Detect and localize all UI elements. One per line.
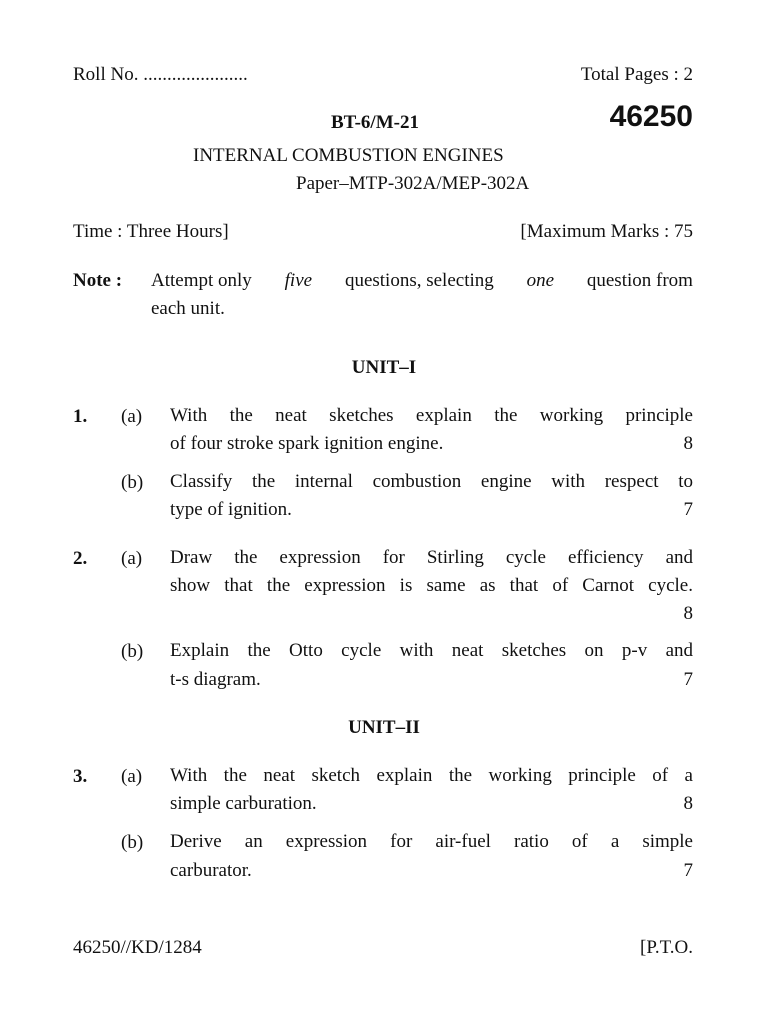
question-1-number: 1. (73, 406, 88, 427)
total-pages: Total Pages : 2 (580, 64, 693, 85)
question-3b-label: (b) (121, 832, 144, 853)
roll-no: Roll No. ...................... (73, 64, 248, 85)
unit-2-title: UNIT–II (348, 717, 420, 738)
footer-pto: [P.T.O. (640, 937, 693, 958)
question-3b-marks: 7 (683, 860, 693, 881)
question-1b-marks: 7 (683, 499, 693, 520)
note-five: five (284, 270, 313, 291)
question-2-number: 2. (73, 548, 88, 569)
question-2b-marks: 7 (683, 669, 693, 690)
maximum-marks: [Maximum Marks : 75 (520, 221, 693, 242)
question-1b-label: (b) (121, 472, 144, 493)
subject-title: INTERNAL COMBUSTION ENGINES (193, 145, 504, 166)
question-3b-line-2: carburator. (170, 860, 252, 881)
question-1b-line-1: Classify the internal combustion engine with respect to (170, 471, 693, 492)
question-3a-marks: 8 (683, 793, 693, 814)
question-3-number: 3. (73, 766, 88, 787)
question-1a-marks: 8 (683, 433, 693, 454)
time-allowed: Time : Three Hours] (73, 221, 229, 242)
paper-number: 46250 (609, 100, 693, 133)
question-2a-line-2: show that the expression is same as that of Carnot cycle. (170, 575, 693, 596)
exam-code: BT-6/M-21 (331, 112, 419, 133)
question-2b-line-2: t-s diagram. (170, 669, 261, 690)
question-1a-label: (a) (121, 406, 143, 427)
unit-1-title: UNIT–I (351, 357, 417, 378)
question-2a-label: (a) (121, 548, 143, 569)
question-1b-line-2: type of ignition. (170, 499, 292, 520)
note-line-2: each unit. (151, 298, 225, 319)
note-one: one (526, 270, 555, 291)
note-line-1 (151, 270, 693, 292)
question-2b-label: (b) (121, 641, 144, 662)
note-text-b: questions, selecting (344, 270, 494, 291)
question-1a-line-2: of four stroke spark ignition engine. (170, 433, 444, 454)
question-2a-marks: 8 (683, 603, 693, 624)
note-text-a: Attempt only (151, 270, 252, 291)
question-3a-line-1: With the neat sketch explain the working principle of a (170, 765, 693, 786)
note-label: Note : (73, 270, 123, 291)
question-3a-line-2: simple carburation. (170, 793, 317, 814)
footer-code: 46250//KD/1284 (73, 937, 202, 958)
paper-code: Paper–MTP-302A/MEP-302A (296, 173, 530, 194)
question-3b-line-1: Derive an expression for air-fuel ratio of a simple (170, 831, 693, 852)
question-2a-line-1: Draw the expression for Stirling cycle efficiency and (170, 547, 693, 568)
question-2b-line-1: Explain the Otto cycle with neat sketches on p-v and (170, 640, 693, 661)
question-1a-line-1: With the neat sketches explain the working principle (170, 405, 693, 426)
note-text-c: question from (586, 270, 693, 291)
question-3a-label: (a) (121, 766, 143, 787)
